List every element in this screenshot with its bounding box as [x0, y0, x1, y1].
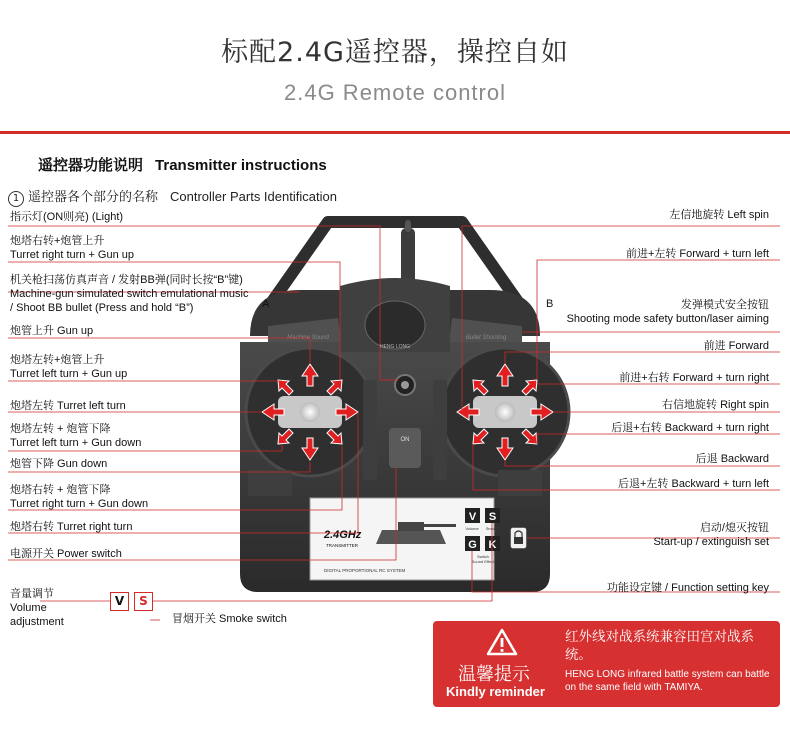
- model-sub-label: TRANSMITTER: [326, 543, 358, 548]
- label-gun-down: 炮管下降 Gun down: [10, 458, 108, 470]
- lock-icon: [514, 537, 523, 544]
- right-trim[interactable]: [433, 380, 447, 480]
- warning-icon: [486, 628, 518, 656]
- left-stick[interactable]: [300, 402, 320, 422]
- parts-title-cn: 遥控器各个部分的名称: [28, 190, 159, 205]
- parts-number: 1: [8, 191, 24, 207]
- label-forward-left: 前进+左转 Forward + turn left: [625, 248, 769, 260]
- k-key-label: K: [488, 539, 497, 551]
- reminder-text-cn: 红外线对战系统兼容田宫对战系统。: [565, 629, 754, 663]
- label-right-spin: 右信地旋转 Right spin: [662, 399, 769, 411]
- switch-label: Switch: [477, 554, 489, 559]
- legend-s-key: S: [134, 592, 153, 611]
- section-title-en: Transmitter instructions: [155, 157, 327, 174]
- letter-b: B: [546, 298, 554, 310]
- label-start-button: 启动/熄灭按钮 Start-up / extinguish set: [653, 522, 769, 548]
- label-turret-left-gun-down: 炮塔左转 + 炮管下降 Turret left turn + Gun down: [10, 423, 142, 449]
- system-label: DIGITAL PROPORTIONAL RC SYSTEM: [324, 568, 406, 573]
- label-turret-left-gun-up: 炮塔左转+炮管上升 Turret left turn + Gun up: [10, 354, 128, 380]
- brand-logo: [365, 301, 425, 349]
- s-key-label: S: [488, 511, 497, 523]
- v-key-label: V: [468, 511, 477, 523]
- label-volume: 音量调节 Volume adjustment: [10, 588, 64, 628]
- label-backward-right: 后退+右转 Backward + turn right: [611, 422, 769, 434]
- page-subtitle: 2.4G Remote control: [284, 80, 506, 105]
- power-switch[interactable]: [389, 428, 421, 468]
- left-bumper-label: Machine Sound: [287, 335, 329, 341]
- right-bumper-label: Bullet Shooting: [465, 335, 507, 341]
- right-stick[interactable]: [495, 402, 515, 422]
- label-smoke-switch: 冒烟开关 Smoke switch: [172, 613, 287, 625]
- g-key-label: G: [468, 539, 477, 551]
- label-gun-up: 炮管上升 Gun up: [10, 325, 94, 337]
- volume-key-label: Volume: [465, 526, 479, 531]
- reminder-title-en: Kindly reminder: [446, 684, 545, 699]
- label-turret-right-gun-up: 炮塔右转+炮管上升 Turret right turn + Gun up: [10, 235, 135, 261]
- brand-label: HENG LONG: [379, 344, 411, 350]
- label-forward-right: 前进+右转 Forward + turn right: [619, 372, 769, 384]
- tank-image: [376, 530, 446, 544]
- smoke-key-label: Smoke: [485, 526, 499, 531]
- label-backward: 后退 Backward: [695, 453, 769, 465]
- label-turret-right-gun-down: 炮塔右转 + 炮管下降 Turret right turn + Gun down: [10, 484, 149, 510]
- label-turret-right: 炮塔右转 Turret right turn: [10, 521, 133, 533]
- reminder-text-en: HENG LONG infrared battle system can battle on the same field with TAMIYA.: [565, 669, 770, 693]
- letter-a: A: [262, 298, 270, 310]
- label-safety-button: 发弹模式安全按钮 Shooting mode safety button/laser aiming: [566, 299, 769, 325]
- label-forward: 前进 Forward: [703, 340, 769, 352]
- power-on-label: ON: [400, 437, 410, 443]
- sound-effect-label: Sound Effect: [471, 559, 495, 564]
- section-title-cn: 遥控器功能说明: [38, 156, 144, 174]
- label-power-switch: 电源开关 Power switch: [10, 548, 122, 560]
- legend-v-key: V: [110, 592, 129, 611]
- label-light: 指示灯(ON则亮) (Light): [10, 211, 124, 223]
- label-left-spin: 左信地旋转 Left spin: [669, 209, 769, 221]
- parts-title-en: Controller Parts Identification: [170, 189, 337, 204]
- label-backward-left: 后退+左转 Backward + turn left: [618, 478, 769, 490]
- left-trim[interactable]: [363, 380, 377, 480]
- label-machine-gun: 机关枪扫荡仿真声音 / 发射BB弹(同时长按“B”键) Machine-gun simulated switch emulational music / Shoot BB bullet (Press and hold “B”): [10, 274, 249, 314]
- label-function-key: 功能设定键 / Function setting key: [607, 582, 769, 594]
- model-label: 2.4GHz: [324, 529, 362, 541]
- page-title: 标配2.4G遥控器，操控自如: [221, 37, 569, 68]
- antenna: [401, 228, 415, 284]
- label-turret-left: 炮塔左转 Turret left turn: [10, 400, 126, 412]
- reminder-title-cn: 温馨提示: [458, 664, 530, 685]
